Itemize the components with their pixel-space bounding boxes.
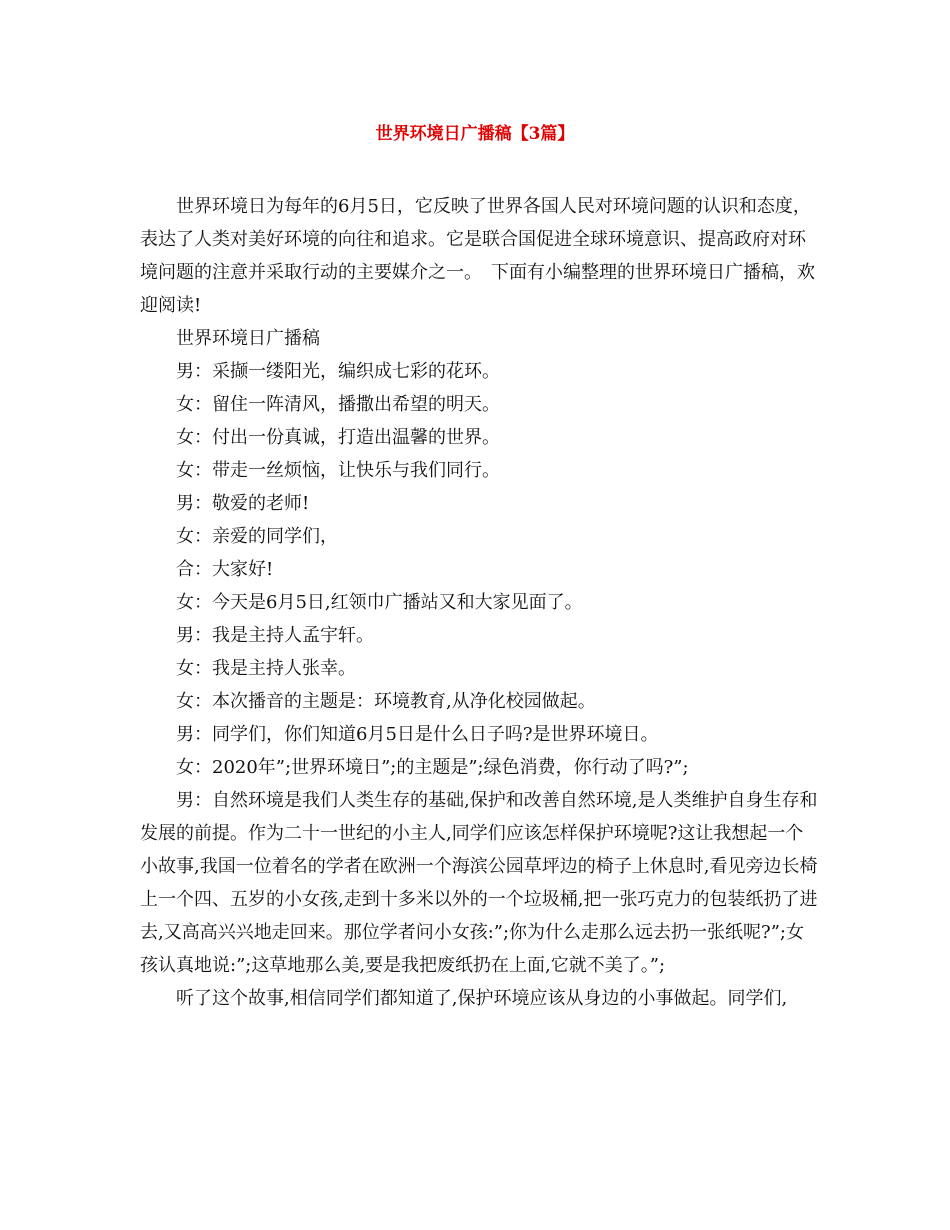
script-line: 男：敬爱的老师! [176, 493, 310, 514]
document-title: 世界环境日广播稿【3篇】 [375, 124, 575, 144]
story-paragraph: 男：自然环境是我们人类生存的基础,保护和改善自然环境,是人类维护自身生存和发展的前提。作为二十一世纪的小主人,同学们应该怎样保护环境呢?这让我想起一个小故事,我国一位着名的学者在欧洲一个海滨公园草坪边的椅子上休息时,看见旁边长椅上一个四、五岁的小女孩,走到十多米以外的一个垃圾桶,把一张巧克力的包装纸扔了进去,又高高兴兴地走回来。那位学者问小女孩:”;你为什么走那么远去扔一张纸呢?”;女孩认真地说:”;这草地那么美,要是我把废纸扔在上面,它就不美了。”; [140, 790, 818, 976]
script-line: 女：2020年”;世界环境日”;的主题是”;绿色消费，你行动了吗?”; [176, 757, 689, 778]
script-line: 女：付出一份真诚，打造出温馨的世界。 [176, 427, 500, 448]
script-line: 女：留住一阵清风，播撒出希望的明天。 [176, 394, 500, 415]
closing-paragraph: 听了这个故事,相信同学们都知道了,保护环境应该从身边的小事做起。同学们, [176, 988, 788, 1009]
script-line: 男：我是主持人孟宇轩。 [176, 625, 374, 646]
script-line: 女：我是主持人张幸。 [176, 658, 356, 679]
script-line: 男：同学们，你们知道6月5日是什么日子吗?是世界环境日。 [176, 724, 659, 745]
script-line: 女：带走一丝烦恼，让快乐与我们同行。 [176, 460, 500, 481]
document-body [140, 190, 820, 1015]
intro-paragraph: 世界环境日为每年的6月5日，它反映了世界各国人民对环境问题的认识和态度，表达了人类对美好环境的向往和追求。它是联合国促进全球环境意识、提高政府对环境问题的注意并采取行动的主要媒介之一。 下面有小编整理的世界环境日广播稿，欢迎阅读! [140, 196, 815, 316]
script-line: 合：大家好! [176, 559, 274, 580]
section-heading: 世界环境日广播稿 [176, 328, 320, 349]
script-line: 女：本次播音的主题是：环境教育,从净化校园做起。 [176, 691, 596, 712]
script-line: 女：今天是6月5日,红领巾广播站又和大家见面了。 [176, 592, 583, 613]
script-line: 女：亲爱的同学们， [176, 526, 338, 547]
script-line: 男：采撷一缕阳光，编织成七彩的花环。 [176, 361, 500, 382]
